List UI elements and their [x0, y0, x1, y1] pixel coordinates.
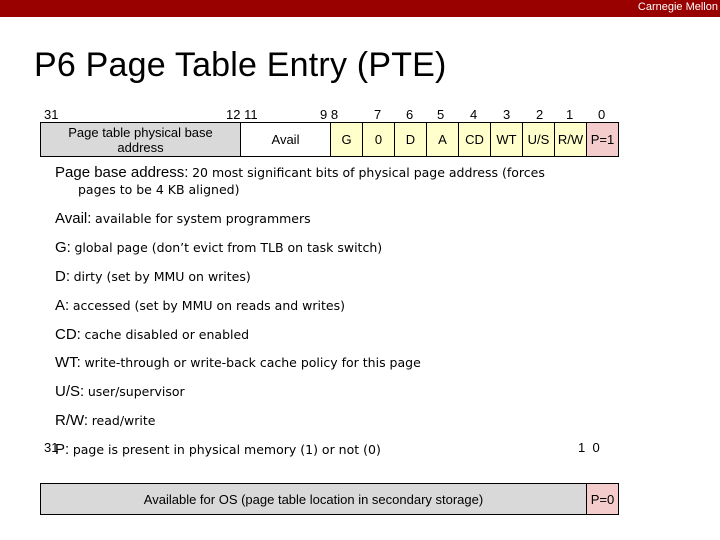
def-term: WT:: [55, 354, 81, 371]
def-d: [55, 268, 251, 285]
def-avail: [55, 210, 311, 227]
def-term: Avail:: [55, 210, 92, 227]
def-term: G:: [55, 239, 71, 256]
def-text: accessed (set by MMU on reads and writes): [72, 298, 345, 313]
field-page-base-address: Page table physical base address: [40, 122, 241, 157]
field-p: P=1: [586, 122, 619, 157]
def-text: read/write: [91, 413, 156, 428]
def-term: U/S:: [55, 383, 85, 400]
def-page-base-cont: pages to be 4 KB aligned): [78, 182, 240, 197]
field-a: A: [426, 122, 459, 157]
field-d: D: [394, 122, 427, 157]
bit-2: 2: [536, 107, 544, 122]
def-text: cache disabled or enabled: [84, 327, 250, 342]
slide-title: P6 Page Table Entry (PTE): [34, 46, 447, 84]
brand-label: Carnegie Mellon: [637, 1, 718, 13]
header-bar: [0, 0, 720, 17]
def-term: CD:: [55, 326, 81, 343]
def-text: user/supervisor: [87, 384, 185, 399]
def-term: Page base address:: [55, 164, 189, 181]
def-text: 20 most significant bits of physical page address (forces: [192, 165, 545, 180]
field-rw: R/W: [554, 122, 587, 157]
bit-7: 7: [374, 107, 382, 122]
def-text: available for system programmers: [95, 211, 311, 226]
field-avail: Avail: [240, 122, 331, 157]
def-cd: [55, 326, 249, 343]
bit-0: 0: [598, 107, 606, 122]
bit-6: 6: [406, 107, 414, 122]
field-g: G: [330, 122, 363, 157]
def-g: [55, 239, 382, 256]
bit-31: 31: [44, 107, 59, 122]
field-us: U/S: [522, 122, 555, 157]
def-wt: [55, 354, 421, 371]
os-bit-31: 31: [44, 440, 59, 455]
bit-9-8: 9 8: [320, 107, 339, 122]
field-wt: WT: [490, 122, 523, 157]
field-cd: CD: [458, 122, 491, 157]
def-p: [55, 441, 381, 458]
def-rw: [55, 412, 155, 429]
bit-5: 5: [437, 107, 445, 122]
def-a: [55, 297, 345, 314]
def-us: [55, 383, 185, 400]
def-term: D:: [55, 268, 70, 285]
def-term: R/W:: [55, 412, 89, 429]
def-text: global page (don’t evict from TLB on task switch): [74, 240, 383, 255]
def-text: page is present in physical memory (1) or not (0): [72, 442, 381, 457]
os-bit-1-0: 1 0: [578, 440, 600, 455]
bit-1: 1: [566, 107, 574, 122]
field-available-for-os: Available for OS (page table location in secondary storage): [40, 483, 587, 515]
field-p-zero: P=0: [586, 483, 619, 515]
def-page-base: [55, 164, 545, 181]
bit-12-11: 12 11: [226, 107, 258, 122]
def-text: dirty (set by MMU on writes): [73, 269, 251, 284]
def-term: A:: [55, 297, 70, 314]
bit-3: 3: [503, 107, 511, 122]
field-zero: 0: [362, 122, 395, 157]
def-text: write-through or write-back cache policy for this page: [84, 355, 421, 370]
bit-4: 4: [470, 107, 478, 122]
def-term: P:: [55, 441, 70, 458]
